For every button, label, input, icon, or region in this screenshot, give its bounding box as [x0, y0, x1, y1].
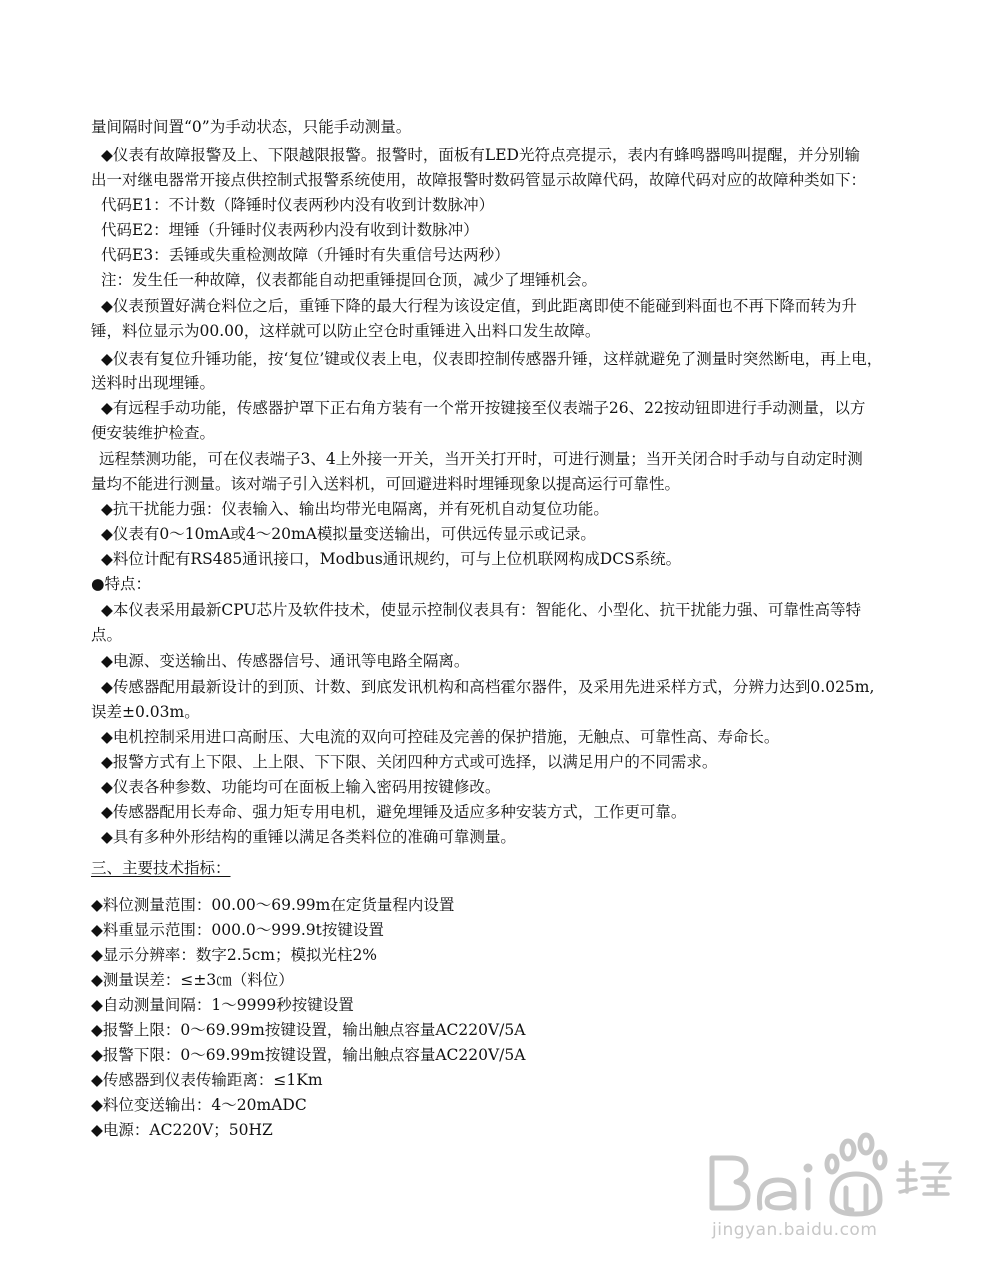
spec-item: ◆传感器到仪表传输距离：≤1Km [91, 1071, 323, 1089]
text-line: 锤，料位显示为00.00，这样就可以防止空仓时重锤进入出料口发生故障。 [91, 322, 601, 340]
text-line: ◆仪表各种参数、功能均可在面板上输入密码用按键修改。 [101, 778, 501, 796]
text-line: 注：发生任一种故障，仪表都能自动把重锤提回仓顶，减少了埋锤机会。 [101, 271, 598, 289]
section-heading: 三、主要技术指标： [91, 859, 231, 877]
text-line: 点。 [91, 626, 123, 644]
text-line: ◆抗干扰能力强：仪表输入、输出均带光电隔离，并有死机自动复位功能。 [101, 500, 609, 518]
spec-item: ◆自动测量间隔：1～9999秒按键设置 [91, 996, 354, 1014]
spec-item: ◆测量误差：≤±3㎝（料位） [91, 971, 294, 989]
spec-item: ◆料重显示范围：000.0～999.9t按键设置 [91, 921, 384, 939]
spec-item: ◆显示分辨率：数字2.5cm；模拟光柱2% [91, 946, 378, 964]
text-line: ◆报警方式有上下限、上上限、下下限、关闭四种方式或可选择，以满足用户的不同需求。 [101, 753, 718, 771]
spec-item: ◆报警下限：0～69.99m按键设置，输出触点容量AC220V/5A [91, 1046, 526, 1064]
text-line: ◆电机控制采用进口高耐压、大电流的双向可控硅及完善的保护措施，无触点、可靠性高、寿命长。 [101, 728, 780, 746]
watermark-url: jingyan.baidu.com [712, 1220, 878, 1240]
text-line: ◆电源、变送输出、传感器信号、通讯等电路全隔离。 [101, 652, 470, 670]
text-line: ◆仪表有0～10mA或4～20mA模拟量变送输出，可供远传显示或记录。 [101, 525, 596, 543]
text-line: ◆仪表有故障报警及上、下限越限报警。报警时，面板有LED光符点亮提示，表内有蜂鸣器鸣叫提醒，并分别输 [101, 146, 860, 164]
text-line: 代码E3：丢锤或失重检测故障（升锤时有失重信号达两秒） [101, 246, 510, 264]
text-line: 代码E2：埋锤（升锤时仪表两秒内没有收到计数脉冲） [101, 221, 479, 239]
text-line: 代码E1：不计数（降锤时仪表两秒内没有收到计数脉冲） [101, 196, 495, 214]
text-line: 误差±0.03m。 [91, 703, 200, 721]
text-line: 远程禁测功能，可在仪表端子3、4上外接一开关，当开关打开时，可进行测量；当开关闭合时手动与自动定时测 [99, 450, 863, 468]
text-line: 量间隔时间置“0”为手动状态，只能手动测量。 [91, 118, 412, 136]
spec-item: ◆料位变送输出：4～20mADC [91, 1096, 307, 1114]
text-line: 出一对继电器常开接点供控制式报警系统使用，故障报警时数码管显示故障代码，故障代码对应的故障种类如下： [91, 171, 867, 189]
text-line: 便安装维护检查。 [91, 424, 216, 442]
text-line: ◆传感器配用长寿命、强力矩专用电机，避免埋锤及适应多种安装方式，工作更可靠。 [101, 803, 687, 821]
spec-item: ◆报警上限：0～69.99m按键设置，输出触点容量AC220V/5A [91, 1021, 526, 1039]
spec-item: ◆料位测量范围：00.00～69.99m在定货量程内设置 [91, 896, 455, 914]
text-line: ◆料位计配有RS485通讯接口，Modbus通讯规约，可与上位机联网构成DCS系统。 [101, 550, 682, 568]
text-line: ◆仪表有复位升锤功能，按‘复位’键或仪表上电，仪表即控制传感器升锤，这样就避免了测量时突然断电，再上电， [101, 350, 883, 368]
baidu-jingyan-watermark [700, 1130, 960, 1240]
text-line: ◆传感器配用最新设计的到顶、计数、到底发讯机构和高档霍尔器件，及采用先进采样方式，分辨力达到0.025m, [101, 678, 875, 696]
text-line: ◆仪表预置好满仓料位之后，重锤下降的最大行程为该设定值，到此距离即使不能碰到料面也不再下降而转为升 [101, 297, 857, 315]
baidu-logo-icon [700, 1130, 960, 1225]
spec-item: ◆电源：AC220V；50HZ [91, 1121, 273, 1139]
text-line: 量均不能进行测量。该对端子引入送料机，可回避进料时埋锤现象以提高运行可靠性。 [91, 475, 681, 493]
text-line: ◆具有多种外形结构的重锤以满足各类料位的准确可靠测量。 [101, 828, 516, 846]
text-line: ◆有远程手动功能，传感器护罩下正右角方装有一个常开按键接至仪表端子26、22按动钮即进行手动测量，以方 [101, 399, 866, 417]
text-line: 送料时出现埋锤。 [91, 374, 216, 392]
text-line: ◆本仪表采用最新CPU芯片及软件技术，使显示控制仪表具有：智能化、小型化、抗干扰能力强、可靠性高等特 [101, 601, 862, 619]
text-line: ●特点： [91, 575, 152, 593]
